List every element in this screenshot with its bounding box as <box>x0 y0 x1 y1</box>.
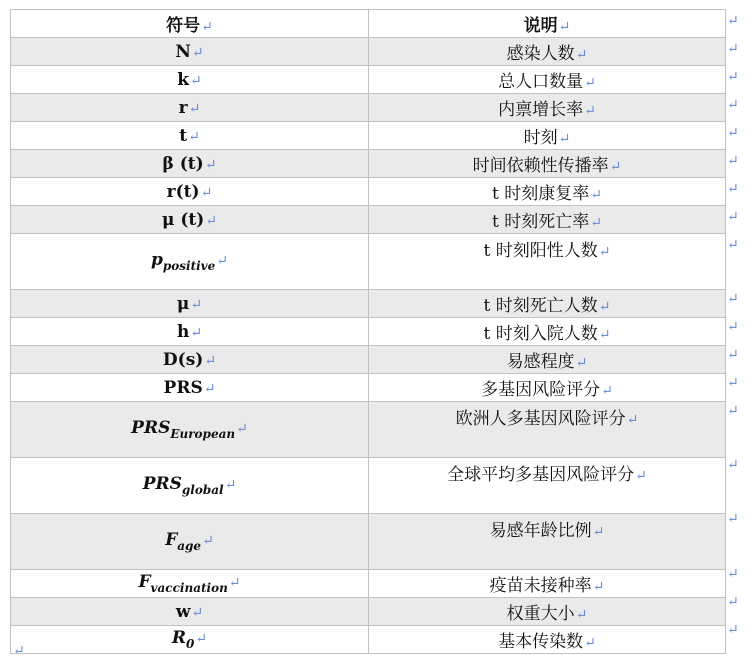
symbol-cell: PRS↵ <box>11 374 369 402</box>
document-end-mark: ↵ <box>13 643 25 659</box>
header-symbol: 符号↵ <box>11 10 369 38</box>
description-cell: 时间依赖性传播率↵ <box>369 150 726 178</box>
symbol-cell: w↵ <box>11 598 369 626</box>
description-cell: 全球平均多基因风险评分↵ <box>369 458 726 514</box>
row-end-mark: ↵ <box>727 181 739 197</box>
symbol-cell: h↵ <box>11 318 369 346</box>
row-end-mark: ↵ <box>727 237 739 253</box>
row-end-mark: ↵ <box>727 69 739 85</box>
symbol-cell: $F_{vaccination}↵$ <box>11 570 369 598</box>
description-cell: 权重大小↵ <box>369 598 726 626</box>
header-description: 说明↵ <box>369 10 726 38</box>
description-cell: 内禀增长率↵ <box>369 94 726 122</box>
symbol-cell: D(s)↵ <box>11 346 369 374</box>
description-cell: t 时刻死亡人数↵ <box>369 290 726 318</box>
row-end-mark: ↵ <box>727 291 739 307</box>
symbol-cell: $PRS_{global}↵$ <box>11 458 369 514</box>
description-cell: t 时刻康复率↵ <box>369 178 726 206</box>
row-end-mark: ↵ <box>727 97 739 113</box>
description-cell: 感染人数↵ <box>369 38 726 66</box>
symbol-cell: $PRS_{European}↵$ <box>11 402 369 458</box>
row-end-mark: ↵ <box>727 209 739 225</box>
row-end-mark: ↵ <box>727 403 739 419</box>
description-cell: 时刻↵ <box>369 122 726 150</box>
symbol-cell: $p_{positive}↵$ <box>11 234 369 290</box>
row-end-mark: ↵ <box>727 375 739 391</box>
description-cell: 总人口数量↵ <box>369 66 726 94</box>
row-end-mark: ↵ <box>727 511 739 527</box>
symbol-cell: k↵ <box>11 66 369 94</box>
description-cell: 疫苗未接种率↵ <box>369 570 726 598</box>
row-end-mark: ↵ <box>727 594 739 610</box>
symbol-cell: r(t)↵ <box>11 178 369 206</box>
row-end-mark: ↵ <box>727 622 739 638</box>
symbol-cell: μ↵ <box>11 290 369 318</box>
description-cell: 多基因风险评分↵ <box>369 374 726 402</box>
symbol-cell: $R_0↵$ <box>11 626 369 654</box>
symbol-table <box>10 9 726 654</box>
symbol-cell: μ (t)↵ <box>11 206 369 234</box>
row-end-mark: ↵ <box>727 41 739 57</box>
description-cell: t 时刻入院人数↵ <box>369 318 726 346</box>
description-cell: 欧洲人多基因风险评分↵ <box>369 402 726 458</box>
row-end-mark: ↵ <box>727 13 739 29</box>
symbol-cell: t↵ <box>11 122 369 150</box>
symbol-cell: β (t)↵ <box>11 150 369 178</box>
description-cell: 易感程度↵ <box>369 346 726 374</box>
symbol-cell: $F_{age}↵$ <box>11 514 369 570</box>
symbol-cell: r↵ <box>11 94 369 122</box>
row-end-mark: ↵ <box>727 125 739 141</box>
row-end-mark: ↵ <box>727 153 739 169</box>
row-end-mark: ↵ <box>727 457 739 473</box>
description-cell: 易感年龄比例↵ <box>369 514 726 570</box>
description-cell: 基本传染数↵ <box>369 626 726 654</box>
row-end-mark: ↵ <box>727 347 739 363</box>
description-cell: t 时刻阳性人数↵ <box>369 234 726 290</box>
row-end-mark: ↵ <box>727 319 739 335</box>
description-cell: t 时刻死亡率↵ <box>369 206 726 234</box>
row-end-mark: ↵ <box>727 566 739 582</box>
symbol-cell: N↵ <box>11 38 369 66</box>
